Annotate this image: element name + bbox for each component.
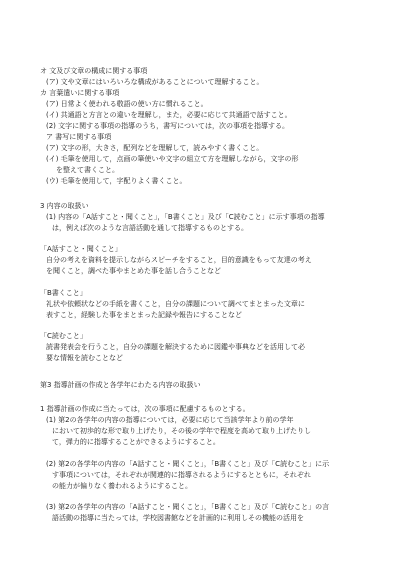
item-calligraphy-a: (ア) 文字の形，大きさ，配列などを理解して，読みやすく書くこと。 — [46, 144, 264, 152]
heading-writing: 「B書くこと」 — [40, 289, 87, 297]
heading-content-handling: 3 内容の取扱い — [40, 202, 89, 210]
heading-instruction-plan: 第3 指導計画の作成と各学年にわたる内容の取扱い — [40, 381, 201, 389]
plan-item-2: (2) 第2の各学年の内容の「A話すこと・聞くこと」，「B書くこと」及び「C読むこと」に示 — [46, 460, 330, 468]
plan-item-1-cont2: て，弾力的に指導することができるようにすること。 — [52, 438, 220, 446]
plan-point-1: 1 指導計画の作成に当たっては，次の事項に配慮するものとする。 — [40, 405, 250, 413]
item-calligraphy-b-cont: を整えて書くこと。 — [56, 166, 119, 174]
plan-item-3: (3) 第2の各学年の内容の「A話すこと・聞くこと」，「B書くこと」及び「C読むこと」の言 — [46, 503, 330, 511]
item-sentence-structure: (ア) 文や文章にはいろいろな構成があることについて理解すること。 — [46, 78, 264, 86]
heading-speaking: 「A話すこと・聞くこと」 — [40, 245, 122, 253]
content-handling-intro-cont: は，例えば次のような言語活動を通して指導するものとする。 — [52, 224, 248, 232]
plan-item-2-cont: す事項については，それぞれが関連的に指導されるようにするとともに，それぞれ — [52, 471, 311, 479]
heading-calligraphy: ア 書写に関する事項 — [46, 133, 112, 141]
item-calligraphy-c: (ウ) 毛筆を使用して，字配りよく書くこと。 — [46, 177, 187, 185]
plan-item-1-cont: において初歩的な形で取り上げたり，その後の学年で程度を高めて取り上げたりし — [52, 427, 311, 435]
heading-sentence-structure: オ 文及び文章の構成に関する事項 — [40, 67, 148, 75]
heading-reading: 「C読むこと」 — [40, 332, 87, 340]
writing-text-cont: 表すこと，経験した事をまとまった記録や報告にすることなど — [46, 311, 242, 319]
speaking-text: 自分の考えを資料を提示しながらスピーチをすること，目的意識をもって友達の考え — [46, 256, 312, 264]
speaking-text-cont: を聞くこと，調べた事やまとめた事を話し合うことなど — [46, 267, 221, 275]
plan-item-3-cont: 語活動の指導に当たっては，学校図書館などを計画的に利用しその機能の活用を — [52, 514, 304, 522]
writing-text: 礼状や依頼状などの手紙を書くこと，自分の課題について調べてまとまった文章に — [46, 300, 305, 308]
item-calligraphy-b: (イ) 毛筆を使用して，点画の筆使いや文字の組立て方を理解しながら，文字の形 — [46, 155, 299, 163]
reading-text-cont: 要な情報を読むことなど — [46, 354, 123, 362]
content-handling-intro: (1) 内容の「A話すこと・聞くこと」，「B書くこと」及び「C読むこと」に示す事項の指導 — [46, 213, 325, 221]
item-honorifics: (ア) 日常よく使われる敬語の使い方に慣れること。 — [46, 100, 208, 108]
item-dialect: (イ) 共通語と方言との違いを理解し，また，必要に応じて共通語で話すこと。 — [46, 111, 292, 119]
plan-item-2-cont2: の能力が偏りなく養われるようにすること。 — [52, 482, 192, 490]
item-calligraphy-intro: (2) 文字に関する事項の指導のうち，書写については，次の事項を指導する。 — [46, 122, 289, 130]
plan-item-1: (1) 第2の各学年の内容の指導については，必要に応じて当該学年より前の学年 — [46, 416, 294, 424]
heading-word-usage: カ 言葉遣いに関する事項 — [40, 89, 120, 97]
reading-text: 読書発表会を行うこと，自分の課題を解決するために図鑑や事典などを活用して必 — [46, 343, 305, 351]
